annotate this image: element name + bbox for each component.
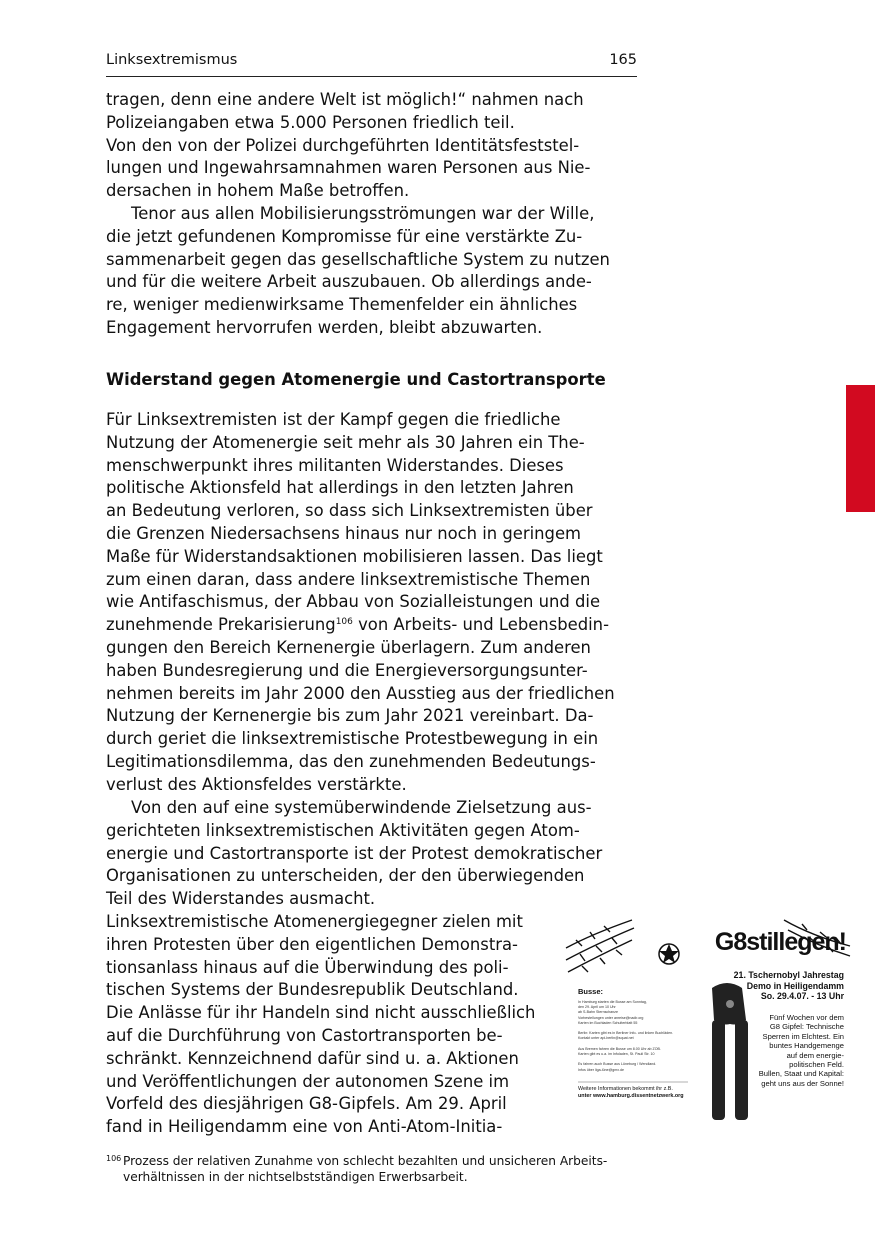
footnote-line: verhältnissen in der nichtselbstständigen Erwerbsarbeit. [123,1170,468,1184]
intro-paragraph [106,89,638,203]
poster-bus-line: Infos über liga-lüne@gmx.de [578,1067,624,1072]
text-line: Für Linksextremisten ist der Kampf gegen die friedliche [106,410,561,429]
text-line: Organisationen zu unterscheiden, der den überwiegenden [106,866,585,886]
text-line: zum einen daran, dass andere linksextremistische Themen [106,569,591,589]
poster-bus-line: Karten gibt es u.a. im Infoladen, St. Pauli Str. 10 [578,1052,655,1057]
poster-subtitle-line: 21. Tschernobyl Jahrestag [733,970,844,980]
text-line: Legitimationsdilemma, das den zunehmenden Bedeutungs- [106,751,596,771]
poster-bus-line: Berlin: Karten gibt es in Berliner Info- und linken Buchläden. [578,1031,674,1036]
poster-subtitle-line: Demo in Heiligendamm [746,980,844,991]
text-fragment: zunehmende Prekarisierung [106,615,336,635]
star-emblem-icon [659,944,679,964]
poster-bus-line: ab S-Bahn Sternschanze [578,1010,618,1015]
text-line: und Veröffentlichungen der autonomen Szene im [106,1071,510,1091]
text-line: tionsanlass hinaus auf die Überwindung des poli- [106,957,509,977]
poster-more-info [578,1086,684,1099]
poster-tagline-line: Fünf Wochen vor dem [769,1013,844,1022]
g8-demo-poster-image [562,916,852,1124]
text-line: die jetzt gefundenen Kompromisse für eine verstärkte Zu- [106,226,583,246]
poster-tagline-line: auf dem energie- [786,1050,844,1060]
text-line-with-footnote [106,614,638,637]
poster-tagline-line: politischen Feld. [789,1060,844,1070]
text-line: an Bedeutung verloren, so dass sich Linksextremisten über [106,501,593,521]
paragraph-atomenergie [106,409,638,797]
text-line: ihren Protesten über den eigentlichen Demonstra- [106,934,518,954]
text-line: tragen, denn eine andere Welt ist möglich!“ nahmen nach [106,90,584,109]
text-line: fand in Heiligendamm eine von Anti-Atom-Initia- [106,1117,503,1137]
text-line: nehmen bereits im Jahr 2000 den Ausstieg aus der friedlichen [106,683,615,703]
section-heading: Widerstand gegen Atomenergie und Castortransporte [106,370,606,389]
text-line: Maße für Widerstandsaktionen mobilisieren lassen. Das liegt [106,546,603,566]
text-line: Engagement hervorrufen werden, bleibt abzuwarten. [106,317,543,337]
text-line: Teil des Widerstandes ausmacht. [106,889,376,909]
poster-tagline-line: Bullen, Staat und Kapital: [758,1069,844,1079]
poster-info-line: Weitere Informationen bekommt ihr z.B. [578,1086,673,1092]
poster-bus-line: Karten im Buchladen Schulterblatt 55 [578,1020,638,1025]
text-line: lungen und Ingewahrsamnahmen waren Personen aus Nie- [106,158,591,178]
poster-tagline-line: geht uns aus der Sonne! [761,1078,844,1088]
poster-tagline [759,1013,844,1088]
barbed-wire-icon [566,920,634,972]
poster-info-line: unter www.hamburg.dissentnetzwerk.org [578,1092,684,1099]
poster-tagline-line: buntes Handgemenge [769,1041,844,1051]
poster-bus-line: den 29. April um 10 Uhr [578,1005,616,1010]
text-line: re, weniger medienwirksame Themenfelder ein ähnliches [106,295,578,315]
text-line: politische Aktionsfeld hat allerdings in den letzten Jahren [106,478,574,498]
footnote [106,1153,646,1185]
text-line: schränkt. Kennzeichnend dafür sind u. a. Aktionen [106,1048,519,1068]
text-line: verlust des Aktionsfeldes verstärkte. [106,774,407,794]
text-line: haben Bundesregierung und die Energieversorgungsunter- [106,660,588,680]
footnote-line: Prozess der relativen Zunahme von schlecht bezahlten und unsicheren Arbeits- [123,1154,608,1168]
paragraph-systemueberwindend [106,797,638,911]
text-line: dersachen in hohem Maße betroffen. [106,181,410,201]
text-line: Die Anlässe für ihr Handeln sind nicht ausschließlich [106,1003,536,1023]
text-line: sammenarbeit gegen das gesellschaftliche System zu nutzen [106,249,610,269]
text-line: Linksextremistische Atomenergiegegner zielen mit [106,912,523,931]
text-line: die Grenzen Niedersachsens hinaus nur noch in geringem [106,523,581,543]
page-number: 165 [609,52,637,68]
poster-subtitle-line: So. 29.4.07. - 13 Uhr [760,991,844,1001]
poster-tagline-line: G8 Gipfel: Technische [769,1022,844,1032]
poster-bus-line: Aus Bremen fahren die Busse um 8.00 Uhr ab ZOB. [578,1046,661,1051]
text-line: energie und Castortransporte ist der Protest demokratischer [106,843,603,863]
text-line: Nutzung der Atomenergie seit mehr als 30 Jahren ein The- [106,432,585,452]
text-line: Nutzung der Kernenergie bis zum Jahr 2021 vereinbart. Da- [106,706,594,726]
poster-bus-line: Es fahren auch Busse aus Lüneburg / Wendland. [578,1062,657,1067]
poster-bus-info [578,1000,678,1073]
chapter-tab-marker [846,385,875,512]
bolt-cutter-icon [712,983,748,1120]
text-line: Von den auf eine systemüberwindende Zielsetzung aus- [131,798,592,817]
poster-subtitle [734,970,844,1002]
text-line: wie Antifaschismus, der Abbau von Sozialleistungen und die [106,592,601,612]
text-line: menschwerpunkt ihres militanten Widerstandes. Dieses [106,455,564,475]
text-line: Von den von der Polizei durchgeführten Identitätsfeststel- [106,135,580,155]
text-line: gungen den Bereich Kernenergie überlagern. Zum anderen [106,637,591,657]
poster-title: G8stillegen! [714,928,846,956]
text-line: Polizeiangaben etwa 5.000 Personen friedlich teil. [106,112,515,132]
poster-bus-line: In Hamburg starten die Busse am Sonntag, [578,1000,647,1004]
text-fragment: von Arbeits- und Lebensbedin- [352,615,609,635]
poster-busse-label: Busse: [578,987,604,996]
text-line: Vorfeld des diesjährigen G8-Gipfels. Am 29. April [106,1094,507,1114]
paragraph-tenor [106,203,638,340]
poster-bus-line: Vorbestellungen unter anreise@nadir.org [578,1015,644,1020]
text-line: gerichteten linksextremistischen Aktivitäten gegen Atom- [106,820,580,840]
text-line: Tenor aus allen Mobilisierungsströmungen war der Wille, [131,204,595,223]
footnote-number: 106 [106,1154,122,1163]
running-title: Linksextremismus [106,52,238,68]
paragraph-atomenergiegegner [106,911,556,1139]
poster-tagline-line: Sperren im Elchtest. Ein [762,1031,844,1041]
running-header [106,52,637,77]
poster-bus-line: Kontakt unter api-berlin@squat.net [578,1036,634,1041]
text-line: auf die Durchführung von Castortransporten be- [106,1025,503,1045]
text-line: durch geriet die linksextremistische Protestbewegung in ein [106,729,599,749]
text-line: tischen Systems der Bundesrepublik Deutschland. [106,980,519,1000]
text-line: und für die weitere Arbeit auszubauen. Ob allerdings ande- [106,272,592,292]
footnote-reference: 106 [335,617,353,628]
